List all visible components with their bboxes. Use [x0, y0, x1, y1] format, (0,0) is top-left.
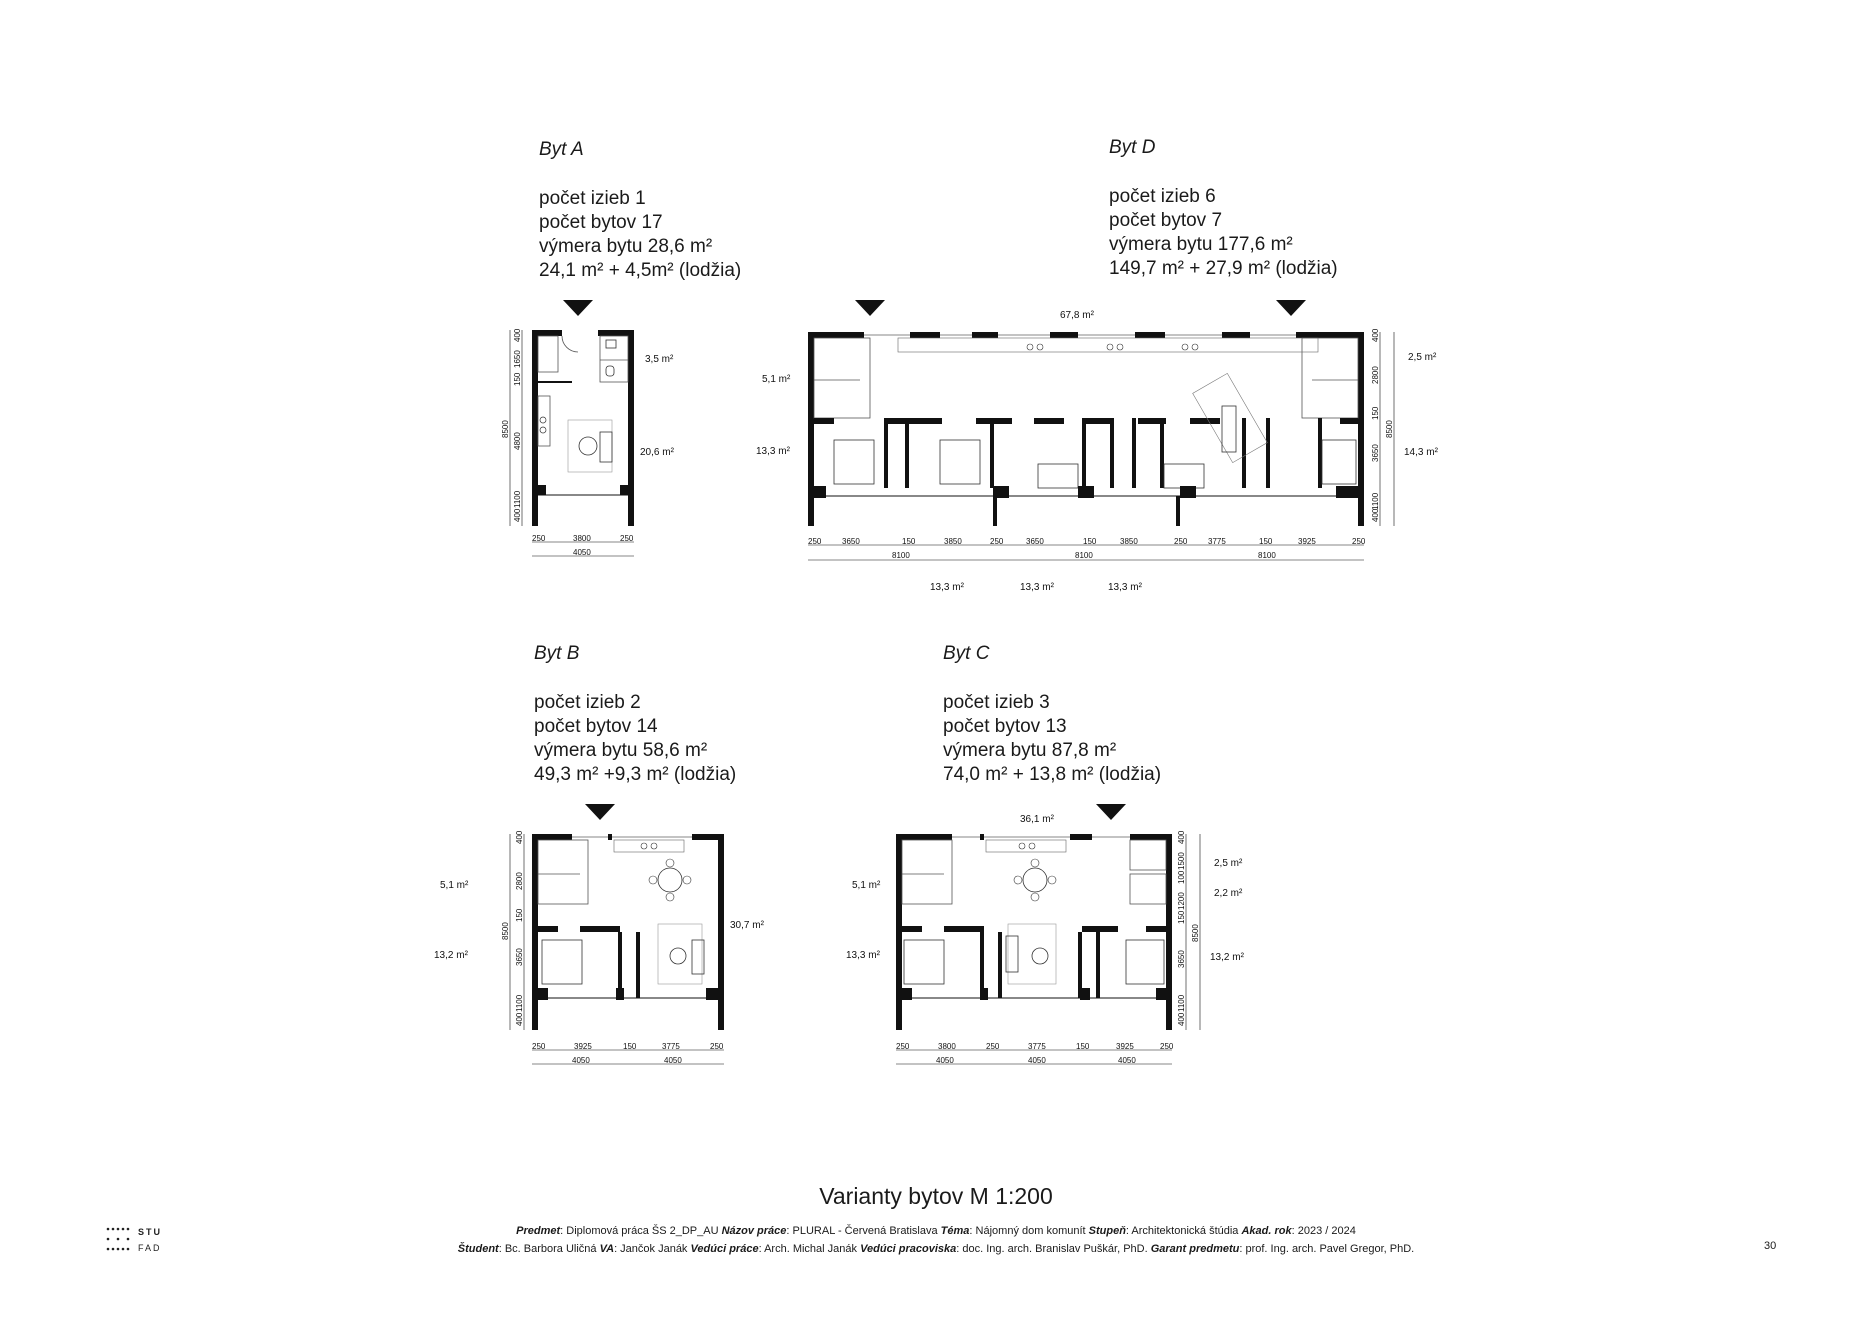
svg-text:250: 250 [532, 1042, 546, 1051]
svg-text:3925: 3925 [1298, 537, 1316, 546]
svg-text:4050: 4050 [1118, 1056, 1136, 1065]
svg-text:2,5 m²: 2,5 m² [1214, 858, 1243, 869]
svg-text:150: 150 [902, 537, 916, 546]
svg-text:400: 400 [515, 1012, 524, 1026]
svg-text:8500: 8500 [501, 420, 510, 438]
room-areas-d [756, 310, 1439, 593]
svg-text:250: 250 [990, 537, 1004, 546]
svg-text:5,1 m²: 5,1 m² [762, 374, 791, 385]
apartment-a-rooms: počet izieb 1 [539, 188, 646, 209]
svg-text:400: 400 [1371, 508, 1380, 522]
svg-text:1650: 1650 [513, 350, 522, 368]
apartment-c-area: výmera bytu 87,8 m² [943, 740, 1117, 761]
svg-text:4800: 4800 [513, 432, 522, 450]
svg-text:8500: 8500 [1385, 420, 1394, 438]
floor-plan-c [840, 800, 1280, 1070]
svg-text:13,3 m²: 13,3 m² [756, 446, 790, 457]
svg-text:3650: 3650 [1177, 950, 1186, 968]
svg-text:8500: 8500 [501, 922, 510, 940]
apartment-a-info [539, 139, 741, 283]
svg-text:150: 150 [1259, 537, 1273, 546]
apartment-b-split: 49,3 m² +9,3 m² (lodžia) [534, 764, 737, 785]
svg-text:3650: 3650 [842, 537, 860, 546]
apartment-c-info [943, 643, 1161, 787]
dims-right-c [1177, 830, 1200, 1026]
svg-text:250: 250 [808, 537, 822, 546]
svg-text:20,6 m²: 20,6 m² [640, 447, 674, 458]
room-areas-b [434, 880, 765, 961]
dims-left-a [501, 328, 522, 522]
svg-text:3,5 m²: 3,5 m² [645, 354, 674, 365]
footer-value: : Arch. Michal Janák [758, 1243, 861, 1255]
svg-text:3850: 3850 [944, 537, 962, 546]
svg-text:400: 400 [1177, 830, 1186, 844]
footer-line-2 [0, 1243, 1872, 1255]
footer-line-1 [0, 1225, 1872, 1237]
logo-top: STU [138, 1227, 162, 1237]
svg-text:1100: 1100 [1371, 492, 1380, 510]
apartment-b-rooms: počet izieb 2 [534, 692, 641, 713]
svg-text:250: 250 [710, 1042, 724, 1051]
entrance-marker-right-icon [1276, 300, 1306, 316]
dims-bottom-d [808, 537, 1366, 560]
svg-text:150: 150 [1177, 910, 1186, 924]
apartment-b-info [534, 643, 736, 787]
entrance-marker-left-icon [855, 300, 885, 316]
svg-text:2,2 m²: 2,2 m² [1214, 888, 1243, 899]
svg-text:3650: 3650 [1371, 444, 1380, 462]
footer-value: : 2023 / 2024 [1291, 1225, 1356, 1237]
footer-label: Garant predmetu [1150, 1243, 1240, 1255]
svg-text:3925: 3925 [574, 1042, 592, 1051]
svg-text:1500: 1500 [1177, 852, 1186, 870]
svg-text:400: 400 [1177, 1012, 1186, 1026]
apartment-a-name: Byt A [539, 139, 584, 160]
dims-left-b [501, 830, 524, 1026]
apartment-d-area: výmera bytu 177,6 m² [1109, 234, 1293, 255]
svg-text:4050: 4050 [572, 1056, 590, 1065]
svg-text:400: 400 [513, 508, 522, 522]
footer-label: Predmet [516, 1225, 561, 1237]
svg-text:2,5 m²: 2,5 m² [1408, 352, 1437, 363]
svg-text:150: 150 [513, 372, 522, 386]
svg-text:14,3 m²: 14,3 m² [1404, 447, 1438, 458]
svg-text:3850: 3850 [1120, 537, 1138, 546]
apartment-c-name: Byt C [943, 643, 990, 664]
svg-text:1100: 1100 [513, 490, 522, 508]
apartment-d-rooms: počet izieb 6 [1109, 186, 1216, 207]
svg-text:250: 250 [986, 1042, 1000, 1051]
svg-text:3775: 3775 [1028, 1042, 1046, 1051]
footer-value: : Nájomný dom komunít [969, 1225, 1089, 1237]
apartment-b-name: Byt B [534, 643, 580, 664]
footer-label: VA [599, 1243, 615, 1255]
dims-bottom-a [532, 534, 634, 557]
svg-text:30,7 m²: 30,7 m² [730, 920, 764, 931]
svg-text:1100: 1100 [515, 994, 524, 1012]
floor-plan-a [480, 300, 700, 560]
room-areas-a [640, 354, 675, 458]
svg-text:4050: 4050 [936, 1056, 954, 1065]
svg-text:150: 150 [1371, 406, 1380, 420]
svg-text:100: 100 [1177, 870, 1186, 884]
svg-text:250: 250 [896, 1042, 910, 1051]
footer-label: Vedúci pracoviska [860, 1243, 957, 1255]
footer-value: : Bc. Barbora Uličná [498, 1243, 600, 1255]
apartment-a-split: 24,1 m² + 4,5m² (lodžia) [539, 260, 742, 281]
footer-value: : doc. Ing. arch. Branislav Puškár, PhD. [956, 1243, 1151, 1255]
svg-text:36,1 m²: 36,1 m² [1020, 814, 1054, 825]
svg-text:13,2 m²: 13,2 m² [1210, 952, 1244, 963]
svg-text:8100: 8100 [1258, 551, 1276, 560]
svg-text:400: 400 [1371, 328, 1380, 342]
svg-text:13,3 m²: 13,3 m² [846, 950, 880, 961]
svg-text:3800: 3800 [573, 534, 591, 543]
apartment-a-count: počet bytov 17 [539, 212, 663, 233]
footer-value: : Jančok Janák [614, 1243, 691, 1255]
svg-text:250: 250 [1160, 1042, 1174, 1051]
svg-text:3650: 3650 [1026, 537, 1044, 546]
footer-label: Téma [940, 1225, 970, 1237]
svg-text:3775: 3775 [1208, 537, 1226, 546]
entrance-marker-icon [1096, 804, 1126, 820]
svg-text:150: 150 [1083, 537, 1097, 546]
apartment-d-info [1109, 137, 1338, 281]
svg-text:4050: 4050 [1028, 1056, 1046, 1065]
apartment-c-rooms: počet izieb 3 [943, 692, 1050, 713]
svg-text:250: 250 [1352, 537, 1366, 546]
svg-text:3800: 3800 [938, 1042, 956, 1051]
apartment-a-area: výmera bytu 28,6 m² [539, 236, 713, 257]
svg-text:250: 250 [532, 534, 546, 543]
apartment-d-name: Byt D [1109, 137, 1156, 158]
svg-text:8100: 8100 [1075, 551, 1093, 560]
svg-text:150: 150 [623, 1042, 637, 1051]
apartment-d-split: 149,7 m² + 27,9 m² (lodžia) [1109, 258, 1338, 279]
svg-text:400: 400 [515, 830, 524, 844]
footer-value: : PLURAL - Červená Bratislava [786, 1225, 941, 1237]
entrance-marker-icon [585, 804, 615, 820]
svg-text:1200: 1200 [1177, 892, 1186, 910]
svg-text:2800: 2800 [515, 872, 524, 890]
footer-value: : Diplomová práca ŠS 2_DP_AU [560, 1225, 722, 1237]
footer-label: Študent [457, 1243, 499, 1255]
apartment-b-area: výmera bytu 58,6 m² [534, 740, 708, 761]
svg-text:250: 250 [620, 534, 634, 543]
svg-text:8500: 8500 [1191, 924, 1200, 942]
svg-text:4050: 4050 [664, 1056, 682, 1065]
apartment-c-split: 74,0 m² + 13,8 m² (lodžia) [943, 764, 1162, 785]
dims-bottom-c [896, 1042, 1174, 1065]
svg-text:2800: 2800 [1371, 366, 1380, 384]
svg-text:13,3 m²: 13,3 m² [1108, 582, 1142, 593]
apartment-b-count: počet bytov 14 [534, 716, 658, 737]
svg-text:250: 250 [1174, 537, 1188, 546]
logo-bottom: FAD [138, 1243, 162, 1252]
footer-label: Vedúci práce [690, 1243, 759, 1255]
svg-text:67,8 m²: 67,8 m² [1060, 310, 1094, 321]
svg-text:13,2 m²: 13,2 m² [434, 950, 468, 961]
svg-text:4050: 4050 [573, 548, 591, 557]
page-title: Varianty bytov M 1:200 [819, 1183, 1053, 1209]
apartment-c-count: počet bytov 13 [943, 716, 1067, 737]
apartment-d-count: počet bytov 7 [1109, 210, 1223, 231]
svg-text:3650: 3650 [515, 948, 524, 966]
footer-label: Názov práce [721, 1225, 787, 1237]
svg-text:3775: 3775 [662, 1042, 680, 1051]
svg-text:13,3 m²: 13,3 m² [1020, 582, 1054, 593]
svg-text:3925: 3925 [1116, 1042, 1134, 1051]
floor-plan-b [430, 800, 780, 1070]
floor-plan-d [750, 300, 1460, 600]
svg-text:5,1 m²: 5,1 m² [440, 880, 469, 891]
footer-value: : prof. Ing. arch. Pavel Gregor, PhD. [1239, 1243, 1415, 1255]
footer-label: Stupeň [1088, 1225, 1126, 1237]
svg-text:150: 150 [1076, 1042, 1090, 1051]
dims-right-d [1371, 328, 1394, 522]
svg-text:13,3 m²: 13,3 m² [930, 582, 964, 593]
svg-text:5,1 m²: 5,1 m² [852, 880, 881, 891]
svg-text:1100: 1100 [1177, 994, 1186, 1012]
svg-text:400: 400 [513, 328, 522, 342]
page-number: 30 [1764, 1240, 1777, 1252]
svg-text:8100: 8100 [892, 551, 910, 560]
svg-text:150: 150 [515, 908, 524, 922]
dims-bottom-b [532, 1042, 724, 1065]
footer-value: : Architektonická štúdia [1125, 1225, 1242, 1237]
entrance-marker-icon [563, 300, 593, 316]
footer-label: Akad. rok [1241, 1225, 1292, 1237]
